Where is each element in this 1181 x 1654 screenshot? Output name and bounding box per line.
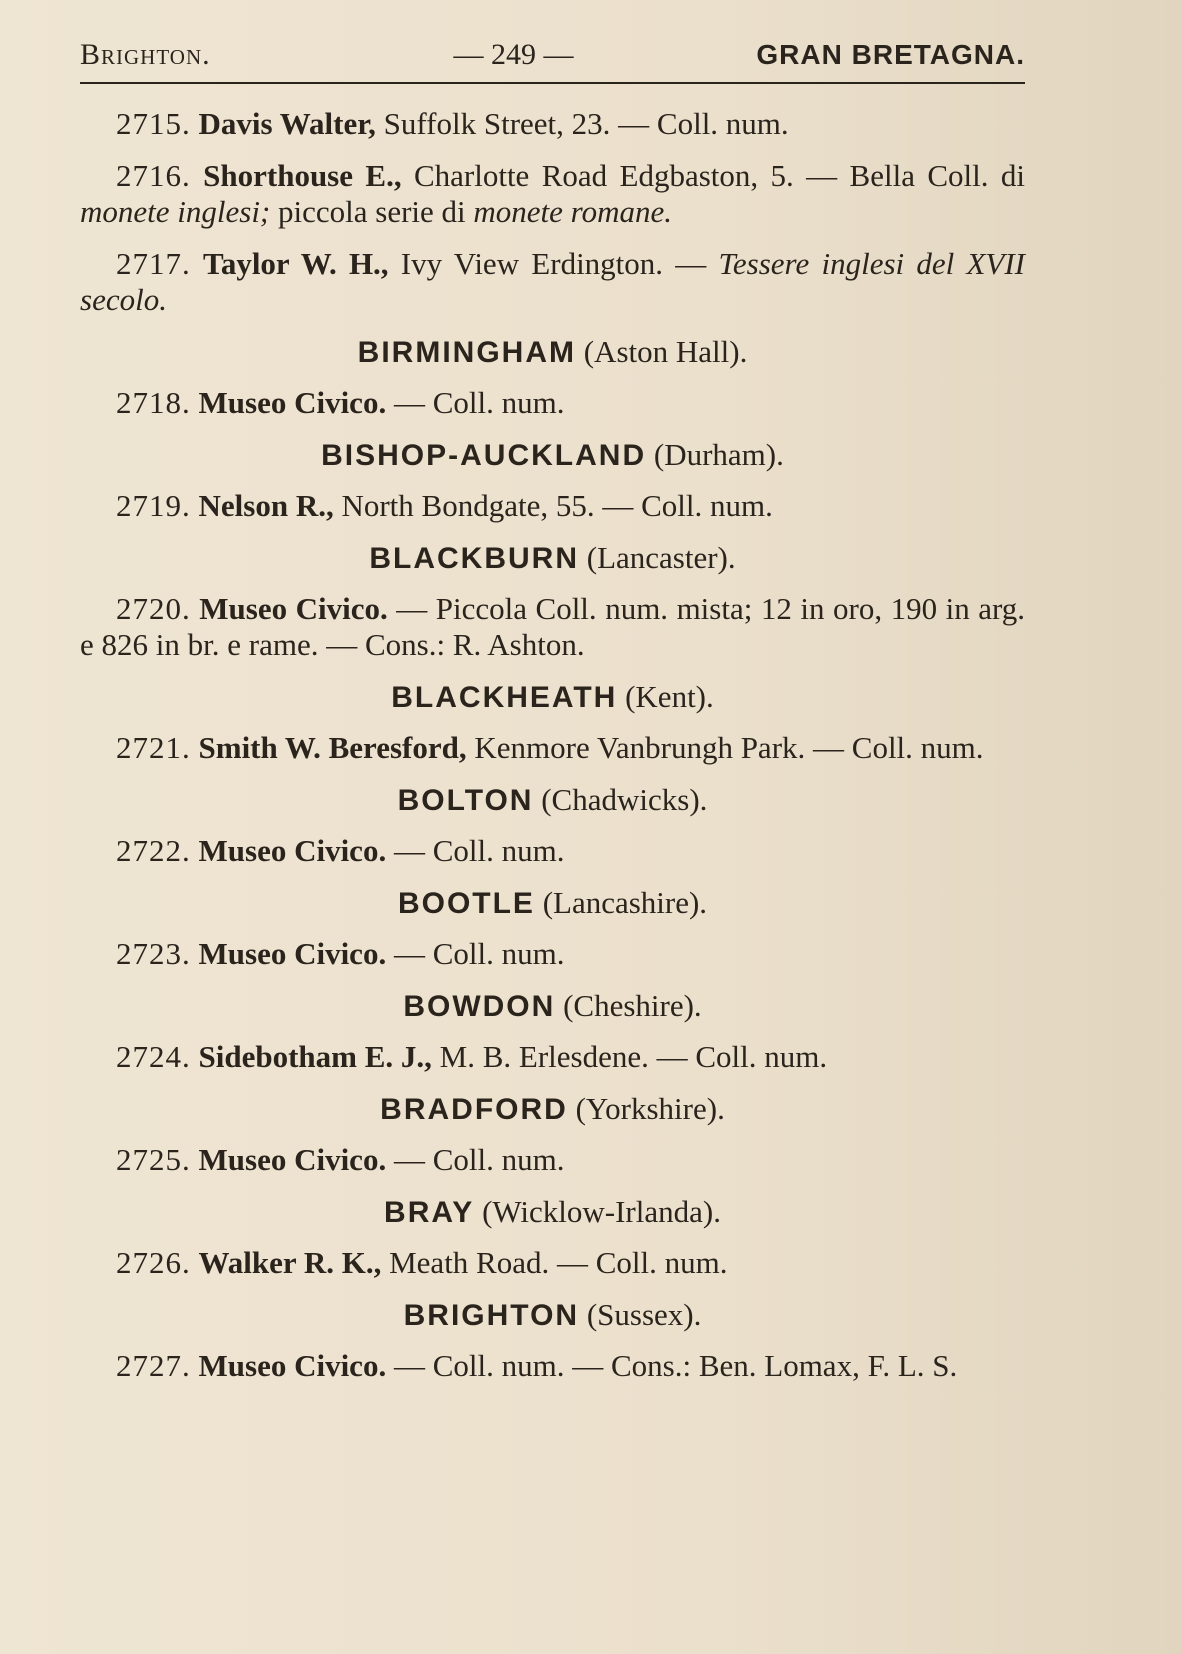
- entry-number: 2717.: [116, 246, 191, 281]
- city-name: BLACKBURN: [369, 542, 580, 575]
- city-name: BOLTON: [397, 784, 534, 817]
- entry-text: Ivy View Erdington. —: [388, 246, 719, 281]
- city-heading: [80, 988, 1025, 1025]
- entry-number: 2716.: [116, 158, 191, 193]
- entry-number: 2725.: [116, 1142, 191, 1177]
- city-name: BLACKHEATH: [391, 681, 618, 714]
- entry-name: Museo Civico.: [198, 936, 387, 971]
- city-name: BISHOP-AUCKLAND: [321, 439, 647, 472]
- city-region: (Kent).: [617, 679, 714, 714]
- collection-entry: [80, 591, 1025, 663]
- entry-name: Shorthouse E.,: [203, 158, 402, 193]
- city-region: (Wicklow-Irlanda).: [474, 1194, 721, 1229]
- entry-text: North Bondgate, 55. — Coll. num.: [333, 488, 773, 523]
- entry-name: Walker R. K.,: [198, 1245, 382, 1280]
- entries-list: [80, 106, 1025, 1384]
- city-heading: [80, 1297, 1025, 1334]
- city-region: (Cheshire).: [555, 988, 702, 1023]
- collection-entry: [80, 730, 1025, 766]
- entry-text: — Coll. num. — Cons.: Ben. Lomax, F. L. S.: [386, 1348, 958, 1383]
- entry-name: Smith W. Beresford,: [198, 730, 467, 765]
- entry-number: 2721.: [116, 730, 191, 765]
- entry-name: Nelson R.,: [198, 488, 334, 523]
- collection-entry: [80, 246, 1025, 318]
- city-heading: [80, 334, 1025, 371]
- entry-text: — Coll. num.: [386, 385, 565, 420]
- city-region: (Lancashire).: [534, 885, 708, 920]
- entry-number: 2715.: [116, 106, 191, 141]
- city-region: (Aston Hall).: [575, 334, 748, 369]
- city-region: (Lancaster).: [579, 540, 736, 575]
- entry-name: Museo Civico.: [198, 385, 387, 420]
- entry-name: Taylor W. H.,: [202, 246, 389, 281]
- entry-name: Sidebotham E. J.,: [198, 1039, 432, 1074]
- entry-text: M. B. Erlesdene. — Coll. num.: [431, 1039, 828, 1074]
- entry-name: Museo Civico.: [198, 833, 387, 868]
- entry-text: — Coll. num.: [386, 833, 565, 868]
- collection-entry: [80, 1348, 1025, 1384]
- entry-name: Davis Walter,: [198, 106, 376, 141]
- entry-name: Museo Civico.: [198, 1348, 387, 1383]
- entry-text: piccola serie di: [270, 194, 474, 229]
- collection-entry: [80, 488, 1025, 524]
- collection-entry: [80, 1142, 1025, 1178]
- entry-number: 2718.: [116, 385, 191, 420]
- entry-text: Suffolk Street, 23. — Coll. num.: [375, 106, 789, 141]
- city-name: BIRMINGHAM: [357, 336, 576, 369]
- city-heading: [80, 1194, 1025, 1231]
- entry-italic: monete romane.: [473, 194, 672, 229]
- entry-number: 2720.: [116, 591, 191, 626]
- city-name: BOWDON: [403, 990, 556, 1023]
- entry-number: 2727.: [116, 1348, 191, 1383]
- running-header: [80, 32, 1025, 84]
- entry-number: 2719.: [116, 488, 191, 523]
- entry-number: 2726.: [116, 1245, 191, 1280]
- entry-italic: monete inglesi;: [80, 194, 271, 229]
- entry-text: Kenmore Vanbrungh Park. — Coll. num.: [466, 730, 984, 765]
- city-name: BRADFORD: [380, 1093, 568, 1126]
- city-heading: [80, 1091, 1025, 1128]
- page-number: — 249 —: [453, 38, 574, 71]
- entry-name: Museo Civico.: [199, 591, 388, 626]
- entry-italic: Tessere inglesi del XVII secolo.: [80, 246, 1025, 317]
- city-region: (Durham).: [646, 437, 784, 472]
- collection-entry: [80, 385, 1025, 421]
- entry-text: — Coll. num.: [386, 1142, 565, 1177]
- city-heading: [80, 437, 1025, 474]
- entry-text: Charlotte Road Edgbaston, 5. — Bella Coll. di: [401, 158, 1026, 193]
- entry-text: — Coll. num.: [386, 936, 565, 971]
- collection-entry: [80, 1245, 1025, 1281]
- header-city: Brighton.: [80, 38, 211, 71]
- city-region: (Sussex).: [579, 1297, 702, 1332]
- city-heading: [80, 540, 1025, 577]
- collection-entry: [80, 1039, 1025, 1075]
- city-name: BOOTLE: [397, 887, 535, 920]
- collection-entry: [80, 936, 1025, 972]
- city-region: (Yorkshire).: [567, 1091, 725, 1126]
- entry-name: Museo Civico.: [198, 1142, 387, 1177]
- city-name: BRAY: [384, 1196, 475, 1229]
- collection-entry: [80, 106, 1025, 142]
- collection-entry: [80, 833, 1025, 869]
- city-heading: [80, 885, 1025, 922]
- header-country: GRAN BRETAGNA.: [756, 39, 1025, 70]
- entry-text: — Piccola Coll. num. mista; 12 in oro, 190 in arg. e 826 in br. e rame. — Cons.: R. Ashton.: [80, 591, 1025, 662]
- city-heading: [80, 782, 1025, 819]
- entry-number: 2724.: [116, 1039, 191, 1074]
- collection-entry: [80, 158, 1025, 230]
- entry-number: 2723.: [116, 936, 191, 971]
- entry-number: 2722.: [116, 833, 191, 868]
- city-region: (Chadwicks).: [533, 782, 708, 817]
- city-name: BRIGHTON: [403, 1299, 580, 1332]
- entry-text: Meath Road. — Coll. num.: [381, 1245, 728, 1280]
- city-heading: [80, 679, 1025, 716]
